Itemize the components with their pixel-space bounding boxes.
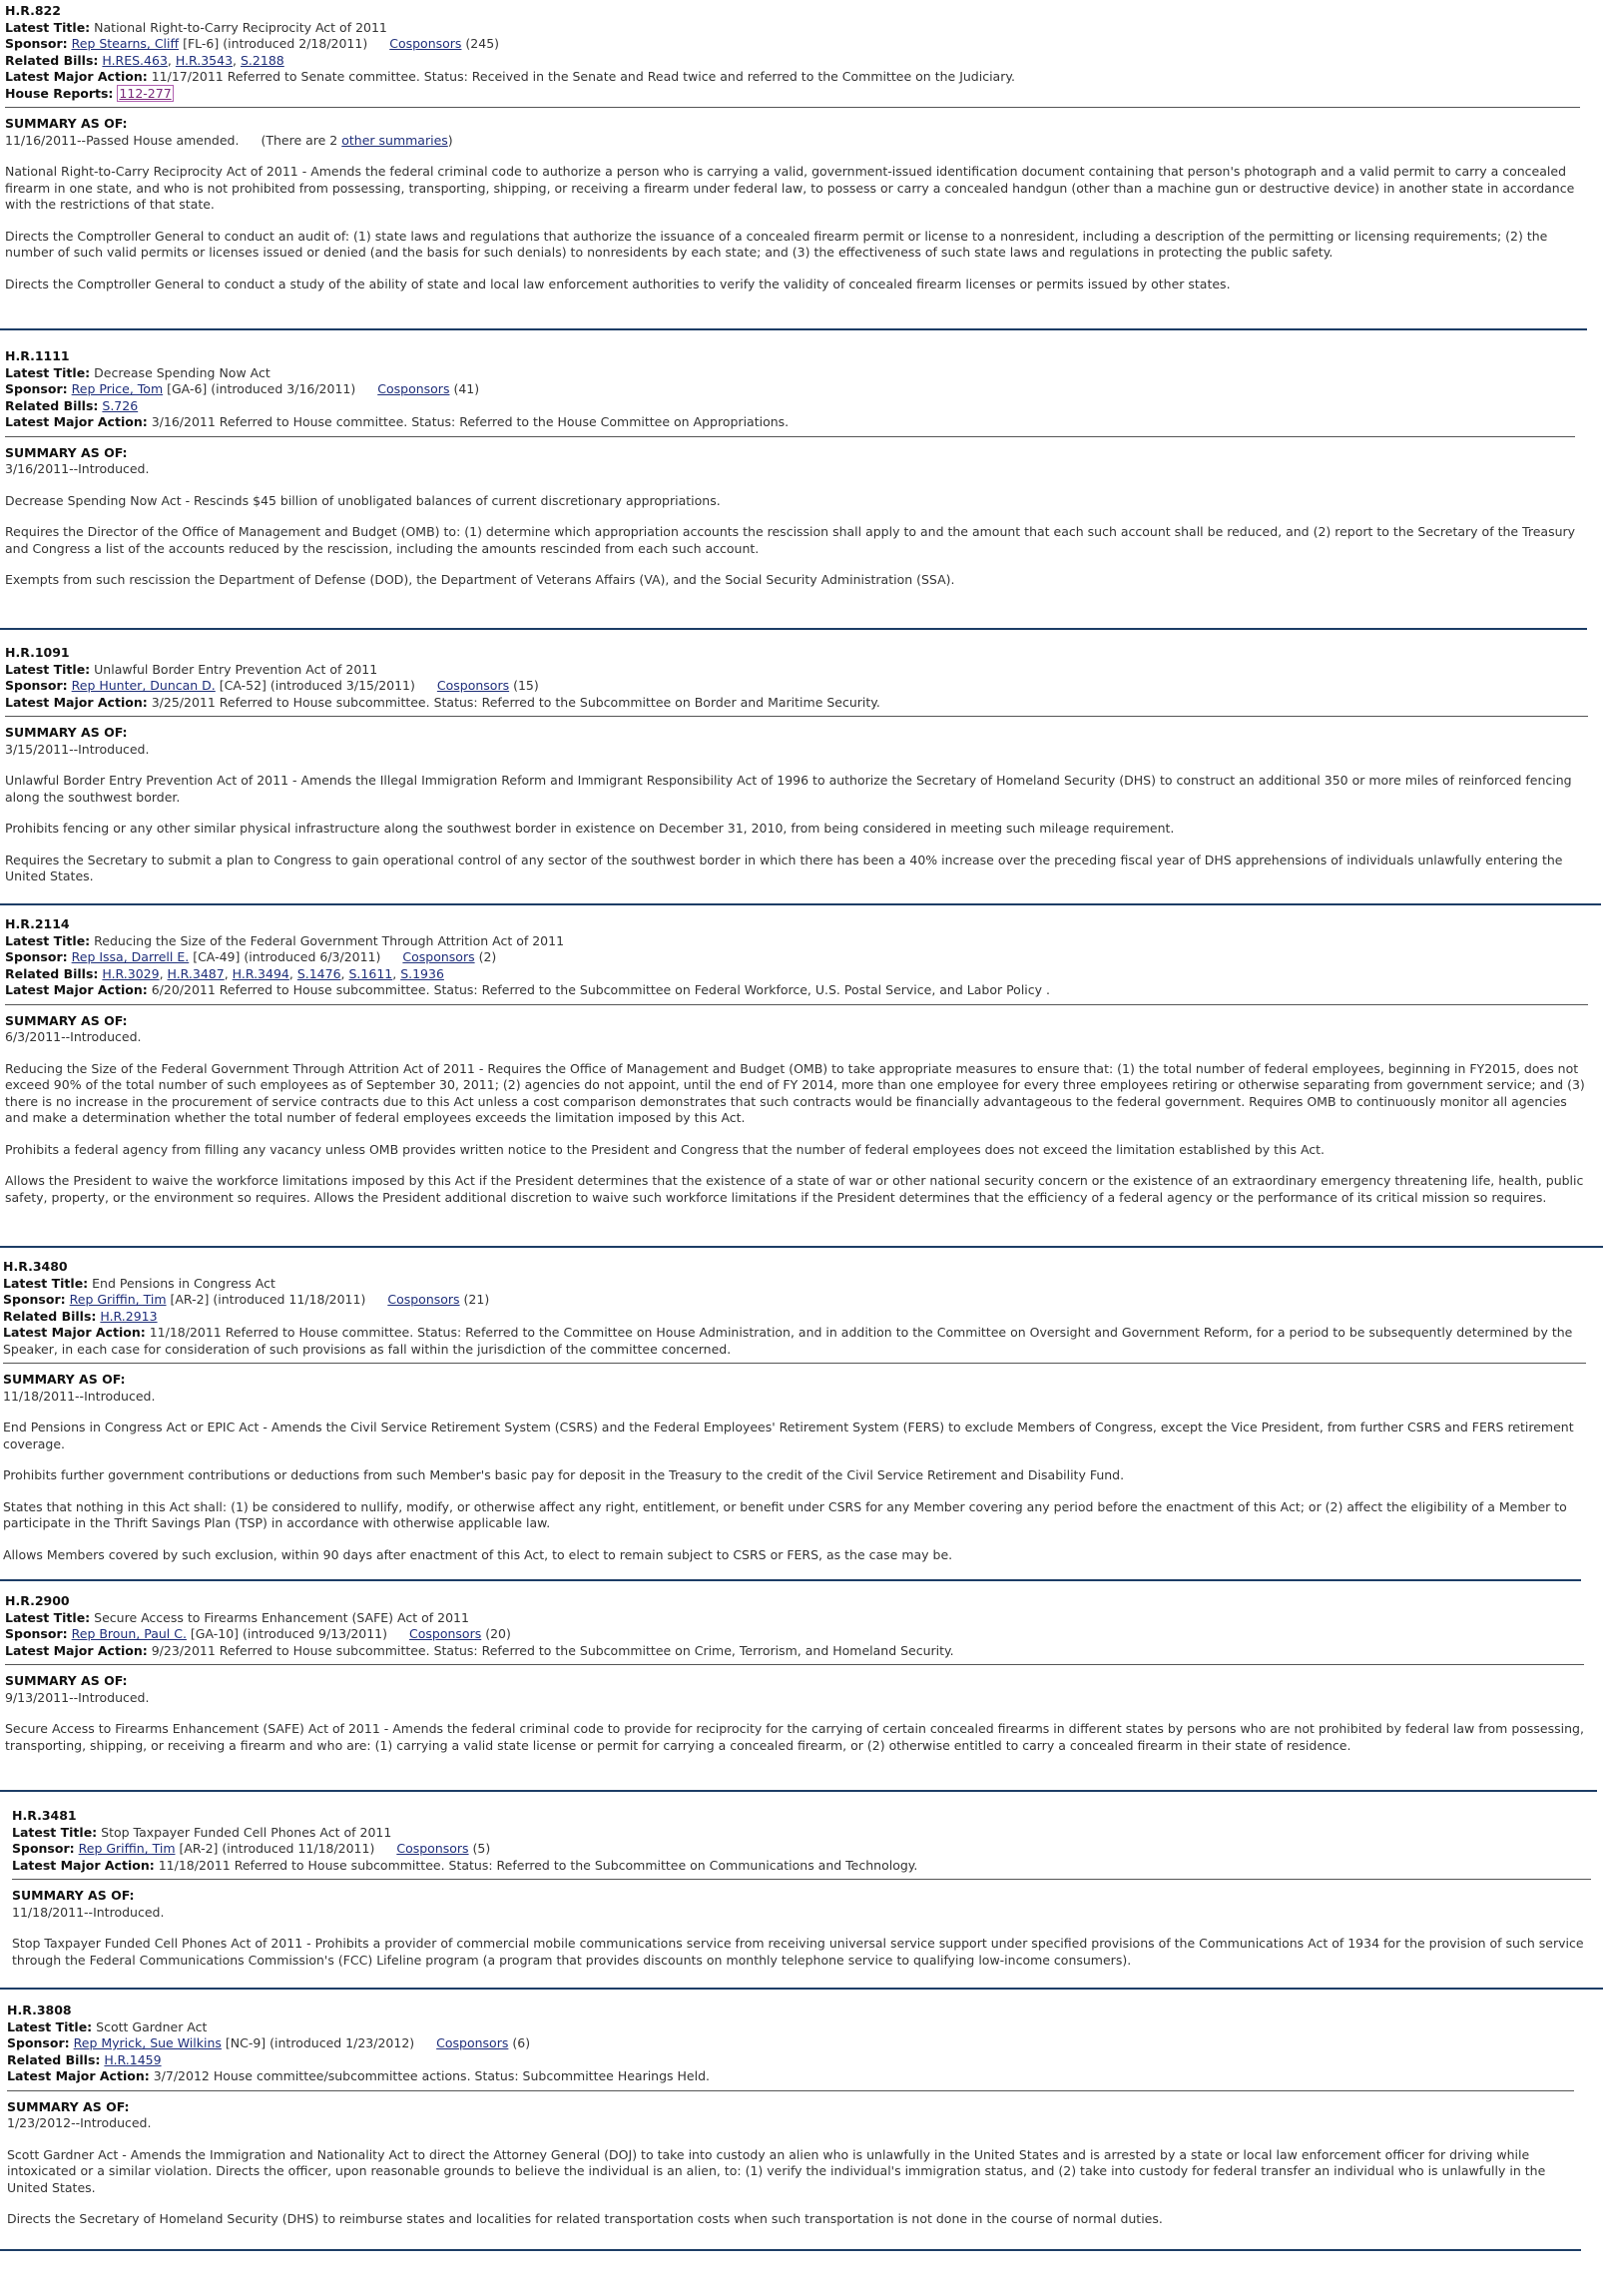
bill-title: Unlawful Border Entry Prevention Act of 2011 [94,661,378,677]
sponsor-info: [GA-6] (introduced 3/16/2011) [167,381,356,396]
summary-paragraph: Secure Access to Firearms Enhancement (SAFE) Act of 2011 - Amends the federal criminal code to provide for reciprocity for the carrying of certain concealed firearms in different states by persons who are not prohibited by federal law from possessing, transporting, shipping, or receiving a firearm and who are: (1) carrying a valid state license or permit for carrying a concealed firearm, or (2) otherwise entitled to carry a concealed firearm in their state of residence. [5,1721,1584,1753]
cosponsor-count: (5) [472,1841,491,1856]
related-bill-link[interactable]: H.R.3487 [167,965,225,981]
cosponsor-count: (15) [513,678,539,693]
related-bills-label: Related Bills: [3,1308,97,1324]
section-divider [0,1790,1597,1792]
bill-entry [3,1259,1590,1563]
related-bill-link[interactable]: S.1936 [400,965,444,981]
bill-entry [5,916,1592,1206]
summary-heading: SUMMARY AS OF: [5,1673,128,1688]
bill-title: Stop Taxpayer Funded Cell Phones Act of 2011 [101,1824,392,1840]
summary-paragraph: Exempts from such rescission the Department of Defense (DOD), the Department of Veterans Affairs (VA), and the Social Security Administration (SSA). [5,572,955,587]
sponsor-label: Sponsor: [12,1841,75,1856]
summary-paragraph: Prohibits a federal agency from filling any vacancy unless OMB provides written notice to the President and Congress that the number of federal employees does not exceed the limitation established by this Act. [5,1141,1326,1157]
summary-paragraph: Scott Gardner Act - Amends the Immigration and Nationality Act to direct the Attorney General (DOJ) to take into custody an alien who is unlawfully in the United States and is arrested by a state or local law enforcement officer for driving while intoxicated or a similar violation. Directs the officer, upon reasonable grounds to believe the individual is an alien, to: (1) verify the individual's immigration status, and (2) take into custody for federal transfer an individual who is unlawfully in the United States. [7,2146,1546,2195]
related-bills-row [3,1309,1590,1326]
summary-paragraph: Decrease Spending Now Act - Rescinds $45 billion of unobligated balances of current discretionary appropriations. [5,492,721,508]
sponsor-link[interactable]: Rep Griffin, Tim [69,1292,167,1307]
latest-action-row [3,1325,1590,1358]
latest-action-label: Latest Major Action: [5,982,148,997]
latest-action-row [12,1858,1595,1875]
latest-title-label: Latest Title: [5,19,91,35]
sponsor-info: [AR-2] (introduced 11/18/2011) [179,1841,375,1856]
latest-action-text: 3/16/2011 Referred to House committee. Status: Referred to the House Committee on Appropriations. [151,414,790,429]
bill-number: H.R.1091 [5,645,70,660]
related-bill-link[interactable]: H.R.2913 [100,1308,158,1324]
related-bill-link[interactable]: H.R.1459 [104,2051,162,2067]
related-bills-row: Related Bills: H.R.3029, H.R.3487, H.R.3494, S.1476, S.1611, S.1936 [5,965,444,981]
divider [5,107,1580,108]
bill-entry [7,2003,1586,2228]
related-bills-row [5,398,1584,415]
cosponsors-link[interactable]: Cosponsors [402,949,475,964]
summary-paragraph: National Right-to-Carry Reciprocity Act of 2011 - Amends the federal criminal code to authorize a person who is carrying a valid, government-issued identification document containing that person's photograph and a valid permit to carry a concealed firearm in one state, and who is not prohibited from possessing, transporting, shipping, or receiving a firearm under federal law, to possess or carry a concealed handgun (other than a machine gun or destructive device) in another state in accordance with the restrictions of that state. [5,164,1575,212]
cosponsor-count: (41) [453,381,480,396]
summary-paragraph: Reducing the Size of the Federal Government Through Attrition Act of 2011 - Requires the Office of Management and Budget (OMB) to take appropriate measures to ensure that: (1) the total number of federal employees, beginning in FY2015, does not exceed 90% of the total number of such employees as of September 30, 2011; (2) agencies do not appoint, until the end of FY 2014, more than one employee for every three employees retiring or otherwise separating from government service; and (3) there is no increase in the procurement of service contracts due to this Act unless a cost comparison demonstrates that such contracts would be financially advantageous to the federal government. Requires OMB to continuously monitor all agencies and make a determination whether the total number of federal employees exceeds the limitation imposed by this Act. [5,1060,1585,1125]
other-summaries-prefix: (There are 2 [261,132,342,148]
related-bill-link[interactable]: S.2188 [241,52,284,68]
latest-action-text: 3/7/2012 House committee/subcommittee actions. Status: Subcommittee Hearings Held. [153,2068,710,2083]
cosponsor-count: (2) [478,949,497,964]
section-divider [0,1579,1581,1581]
summary-date: 6/3/2011--Introduced. [5,1029,142,1044]
divider [5,436,1575,437]
house-report-link[interactable]: 112-277 [119,85,172,101]
latest-action-text: 6/20/2011 Referred to House subcommittee. Status: Referred to the Subcommittee on Federal Workforce, U.S. Postal Service, and Labor Policy . [151,982,1050,997]
summary-heading: SUMMARY AS OF: [5,1012,128,1028]
divider [12,1879,1591,1880]
summary-date: 9/13/2011--Introduced. [5,1689,150,1705]
sponsor-link[interactable]: Rep Hunter, Duncan D. [71,678,216,693]
summary-paragraph: Stop Taxpayer Funded Cell Phones Act of 2011 - Prohibits a provider of commercial mobile communications service from receiving universal service support under specified provisions of the Communications Act of 1934 for the provision of such service through the Federal Communications Commission's (FCC) Lifeline program (a program that provides discounts on monthly telephone service to qualifying low-income consumers). [12,1936,1584,1968]
sponsor-row [12,1841,1595,1858]
house-reports-row [5,86,1584,103]
latest-action-row [5,695,1598,712]
cosponsors-link[interactable]: Cosponsors [377,381,450,396]
related-bill-link[interactable]: H.RES.463 [102,52,168,68]
sponsor-link[interactable]: Rep Price, Tom [71,381,164,396]
latest-title-row [5,20,1584,37]
summary-paragraph: Requires the Secretary to submit a plan to Congress to gain operational control of any sector of the southwest border in which there has been a 40% increase over the preceding fiscal year of DHS apprehensions of individuals unlawfully entering the United States. [5,852,1563,883]
related-bills-row: Related Bills: H.RES.463, H.R.3543, S.2188 [5,52,284,68]
sponsor-link[interactable]: Rep Broun, Paul C. [71,1626,187,1641]
sponsor-label: Sponsor: [5,949,68,964]
sponsor-row [5,36,1584,53]
latest-title-label: Latest Title: [5,364,91,380]
latest-action-row [7,2068,1586,2085]
latest-action-row [5,414,1584,431]
sponsor-label: Sponsor: [5,36,68,51]
summary-paragraph: States that nothing in this Act shall: (1) be considered to nullify, modify, or otherwise affect any right, entitlement, or benefit under CSRS for any Member covering any period before the enactment of this Act; or (2) affect the eligibility of a Member to participate in the Thrift Savings Plan (TSP) in accordance with otherwise applicable law. [3,1498,1567,1530]
latest-action-text: 11/18/2011 Referred to House subcommittee. Status: Referred to the Subcommittee on Communications and Technology. [158,1857,918,1873]
latest-title-label: Latest Title: [5,661,91,677]
latest-action-label: Latest Major Action: [5,414,148,429]
latest-action-label: Latest Major Action: [5,694,148,710]
sponsor-row [5,1626,1592,1643]
summary-heading: SUMMARY AS OF: [5,116,128,131]
summary-date: 3/16/2011--Introduced. [5,461,150,476]
summary-paragraph: Prohibits further government contributions or deductions from such Member's basic pay for deposit in the Treasury to the credit of the Civil Service Retirement and Disability Fund. [3,1467,1125,1482]
sponsor-row [5,381,1584,398]
latest-action-text: 3/25/2011 Referred to House subcommittee. Status: Referred to the Subcommittee on Border and Maritime Security. [151,694,880,710]
other-summaries-link[interactable]: other summaries [341,132,448,148]
latest-title-row [5,1610,1592,1627]
latest-title-row [5,662,1598,679]
bill-entry [5,645,1598,885]
related-bills-label: Related Bills: [5,965,99,981]
summary-paragraph: Unlawful Border Entry Prevention Act of 2011 - Amends the Illegal Immigration Reform and Immigrant Responsibility Act of 1996 to authorize the Secretary of Homeland Security (DHS) to construct an additional 350 or more miles of reinforced fencing along the southwest border. [5,773,1572,805]
bill-entry [5,348,1584,589]
related-bill-link[interactable]: H.R.3543 [175,52,234,68]
summary-heading: SUMMARY AS OF: [7,2098,130,2114]
cosponsors-link[interactable]: Cosponsors [389,36,462,51]
sponsor-link[interactable]: Rep Issa, Darrell E. [71,949,190,964]
sponsor-row [7,2035,1586,2052]
bill-number: H.R.3808 [7,2003,72,2017]
sponsor-label: Sponsor: [5,678,68,693]
summary-date: 1/23/2012--Introduced. [7,2115,152,2130]
section-divider [0,1246,1603,1248]
latest-action-label: Latest Major Action: [7,2068,150,2083]
summary-paragraph: Directs the Comptroller General to conduct an audit of: (1) state laws and regulations that authorize the issuance of a concealed firearm permit or license to a nonresident, including a description of the permitting or licensing requirements; (2) the number of such valid permits or licenses issued or denied (and the basis for such denials) to nonresidents by each state; and (3) the effectiveness of such state laws and regulations in protecting the public safety. [5,228,1548,260]
section-divider [0,328,1587,330]
house-reports-label: House Reports: [5,85,114,101]
cosponsors-link[interactable]: Cosponsors [396,1841,469,1856]
latest-action-label: Latest Major Action: [5,1642,148,1658]
summary-paragraph: Prohibits fencing or any other similar physical infrastructure along the southwest border in existence on December 31, 2010, from being considered in meeting such mileage requirement. [5,821,1175,836]
latest-action-row [5,982,1592,999]
latest-action-text: 11/17/2011 Referred to Senate committee. Status: Received in the Senate and Read twice and referred to the Committee on the Judiciary. [151,69,1015,84]
latest-action-label: Latest Major Action: [3,1325,146,1340]
sponsor-label: Sponsor: [3,1292,66,1307]
bill-number: H.R.1111 [5,348,70,363]
sponsor-info: [CA-52] (introduced 3/15/2011) [219,678,415,693]
summary-date: 3/15/2011--Introduced. [5,741,150,757]
bill-number: H.R.2900 [5,1593,70,1608]
latest-title-row [5,933,1592,950]
summary-date: 11/18/2011--Introduced. [12,1904,165,1920]
sponsor-info: [NC-9] (introduced 1/23/2012) [225,2035,415,2050]
bill-title: Reducing the Size of the Federal Government Through Attrition Act of 2011 [94,932,565,948]
related-bill-link[interactable]: H.R.3494 [232,965,289,981]
bill-number: H.R.2114 [5,916,70,931]
latest-title-row [3,1276,1590,1293]
bill-title: Secure Access to Firearms Enhancement (SAFE) Act of 2011 [94,1609,469,1625]
latest-title-label: Latest Title: [5,932,91,948]
related-bills-label: Related Bills: [7,2051,101,2067]
other-summaries-suffix: ) [447,132,453,148]
section-divider [0,1988,1603,1990]
cosponsor-count: (20) [485,1626,511,1641]
related-bills-label: Related Bills: [5,397,99,413]
cosponsors-link[interactable]: Cosponsors [436,2035,509,2050]
latest-action-row [5,1643,1592,1660]
bill-title: Scott Gardner Act [96,2018,208,2034]
related-bills-row [7,2052,1586,2069]
bill-number: H.R.3481 [12,1808,77,1823]
sponsor-info: [AR-2] (introduced 11/18/2011) [170,1292,366,1307]
sponsor-info: [FL-6] (introduced 2/18/2011) [183,36,368,51]
latest-title-label: Latest Title: [12,1824,98,1840]
summary-paragraph: End Pensions in Congress Act or EPIC Act - Amends the Civil Service Retirement System (CSRS) and the Federal Employees' Retirement System (FERS) to exclude Members of Congress, except the Vice President, from further CSRS and FERS retirement coverage. [3,1420,1574,1451]
bill-number: H.R.3480 [3,1259,68,1274]
bill-entry [5,3,1584,292]
sponsor-link[interactable]: Rep Stearns, Cliff [71,36,180,51]
latest-action-label: Latest Major Action: [12,1857,155,1873]
latest-action-row [5,69,1584,86]
section-divider [0,628,1587,630]
related-bill-link[interactable]: S.1476 [296,965,341,981]
cosponsors-link[interactable]: Cosponsors [409,1626,482,1641]
cosponsor-count: (245) [465,36,500,51]
latest-action-label: Latest Major Action: [5,69,148,84]
related-bill-link[interactable]: H.R.3029 [102,965,160,981]
bill-title: Decrease Spending Now Act [94,364,270,380]
latest-title-label: Latest Title: [5,1609,91,1625]
sponsor-info: [CA-49] (introduced 6/3/2011) [193,949,381,964]
summary-paragraph: Requires the Director of the Office of Management and Budget (OMB) to: (1) determine which appropriation accounts the rescission shall apply to and the amount that each such account shall be reduced, and (2) report to the Secretary of the Treasury and Congress a list of the accounts reduced by the rescission, including the amounts rescinded from each such account. [5,524,1576,556]
summary-date-row [5,133,1584,150]
divider [3,1363,1586,1364]
summary-heading: SUMMARY AS OF: [3,1372,126,1387]
sponsor-row [5,949,1592,966]
summary-paragraph: Allows Members covered by such exclusion, within 90 days after enactment of this Act, to elect to remain subject to CSRS or FERS, as the case may be. [3,1546,953,1562]
sponsor-link[interactable]: Rep Myrick, Sue Wilkins [73,2035,222,2050]
summary-heading: SUMMARY AS OF: [5,725,128,740]
section-divider [0,2249,1581,2251]
bill-entry [12,1808,1595,1969]
cosponsors-link[interactable]: Cosponsors [387,1292,460,1307]
cosponsor-count: (21) [463,1292,490,1307]
divider [7,2090,1574,2091]
latest-title-row [7,2019,1586,2036]
bill-title: National Right-to-Carry Reciprocity Act of 2011 [94,19,387,35]
latest-title-label: Latest Title: [3,1275,89,1291]
latest-title-row [5,365,1584,382]
related-bill-link[interactable]: S.1611 [348,965,393,981]
cosponsor-count: (6) [512,2035,531,2050]
sponsor-info: [GA-10] (introduced 9/13/2011) [190,1626,388,1641]
section-divider [0,903,1601,905]
sponsor-link[interactable]: Rep Griffin, Tim [78,1841,176,1856]
related-bill-link[interactable]: S.726 [102,397,139,413]
divider [5,1664,1584,1665]
sponsor-label: Sponsor: [5,1626,68,1641]
sponsor-row [3,1292,1590,1309]
latest-title-row [12,1825,1595,1842]
summary-paragraph: Allows the President to waive the workforce limitations imposed by this Act if the President determines that the existence of a state of war or other national security concern or the existence of an extraordinary emergency threatening life, health, public safety, property, or the environment so requires. Allows the President additional discretion to waive such workforce limitations if the President determines that the efficiency of a federal agency or the performance of its critical mission so requires. [5,1173,1584,1205]
summary-paragraph: Directs the Secretary of Homeland Security (DHS) to reimburse states and localities for related transportation costs when such transportation is not done in the course of normal duties. [7,2211,1163,2226]
bill-number: H.R.822 [5,3,61,18]
sponsor-label: Sponsor: [7,2035,70,2050]
summary-paragraph: Directs the Comptroller General to conduct a study of the ability of state and local law enforcement authorities to verify the validity of concealed firearm licenses or permits issued by other states. [5,276,1231,291]
divider [5,716,1588,717]
cosponsors-link[interactable]: Cosponsors [436,678,510,693]
summary-heading: SUMMARY AS OF: [5,444,128,460]
sponsor-label: Sponsor: [5,381,68,396]
related-bills-label: Related Bills: [5,52,99,68]
bill-entry [5,1593,1592,1754]
sponsor-row [5,678,1598,695]
latest-action-text: 9/23/2011 Referred to House subcommittee. Status: Referred to the Subcommittee on Crime, Terrorism, and Homeland Security. [151,1642,954,1658]
summary-date: 11/16/2011--Passed House amended. [5,132,240,148]
summary-heading: SUMMARY AS OF: [12,1888,135,1903]
summary-date: 11/18/2011--Introduced. [3,1388,156,1404]
bill-title: End Pensions in Congress Act [92,1275,275,1291]
latest-action-text: 11/18/2011 Referred to House committee. Status: Referred to the Committee on House Administration, and in addition to the Committee on Oversight and Government Reform, for a period to be subsequently determined by the Speaker, in each case for consideration of such provisions as fall within the jurisdiction of the committee concerned. [3,1325,1573,1357]
divider [5,1004,1588,1005]
latest-title-label: Latest Title: [7,2018,93,2034]
